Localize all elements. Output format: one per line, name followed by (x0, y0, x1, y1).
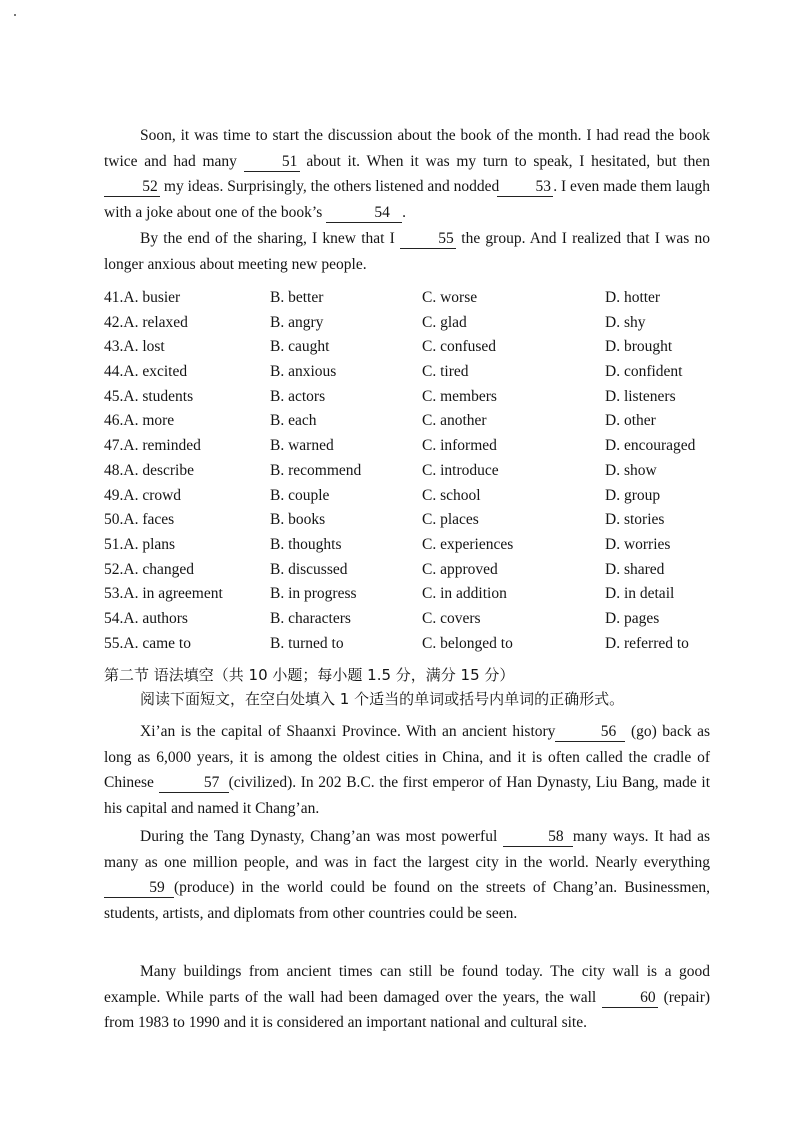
option-d[interactable]: D. shared (605, 560, 665, 578)
option-row (104, 484, 724, 509)
passage1-paragraph2: By the end of the sharing, I knew that I 55 the group. And I realized that I was no longer anxious about meeting new people. (104, 230, 711, 273)
option-a[interactable]: 50.A. faces (104, 511, 175, 529)
option-a[interactable]: 43.A. lost (104, 338, 165, 356)
option-c[interactable]: C. tired (422, 363, 469, 381)
option-c[interactable]: C. introduce (422, 461, 499, 479)
option-row (104, 385, 724, 410)
option-d[interactable]: D. confident (605, 363, 683, 381)
option-a[interactable]: 47.A. reminded (104, 437, 201, 455)
option-b[interactable]: B. caught (270, 338, 330, 356)
option-a[interactable]: 48.A. describe (104, 461, 194, 479)
option-b[interactable]: B. recommend (270, 461, 362, 479)
option-b[interactable]: B. anxious (270, 363, 337, 381)
option-row (104, 311, 724, 336)
blank-54[interactable]: 54 (326, 204, 402, 223)
option-c[interactable]: C. places (422, 511, 479, 529)
option-row (104, 558, 724, 583)
option-d[interactable]: D. other (605, 412, 656, 430)
passage2-paragraph1: Xi’an is the capital of Shaanxi Province. With an ancient history 56 (go) back as long as 6,000 years, it is among the oldest cities in China, and it is often called the cradle of Chinese 57 (civilized). In 202 B.C. the first emperor of Han Dynasty, Liu Bang, made it his capital and named it Chang’an. (104, 723, 711, 817)
option-a[interactable]: 42.A. relaxed (104, 313, 188, 331)
option-d[interactable]: D. listeners (605, 387, 676, 405)
option-a[interactable]: 45.A. students (104, 387, 194, 405)
option-c[interactable]: C. in addition (422, 585, 507, 603)
option-d[interactable]: D. encouraged (605, 437, 696, 455)
passage2-paragraph2: During the Tang Dynasty, Chang’an was most powerful 58 many ways. It had as many as one million people, and was in fact the largest city in the world. Nearly everything 59 (produce) in the world could be found on the streets of Chang’an. Businessmen, students, artists, and diplomats from other countries could be seen. (104, 828, 710, 922)
option-b[interactable]: B. better (270, 289, 324, 306)
option-c[interactable]: C. school (422, 486, 481, 504)
option-d[interactable]: D. in detail (605, 585, 675, 603)
passage1-paragraph1: Soon, it was time to start the discussion about the book of the month. I had read the book twice and had many 51 about it. When it was my turn to speak, I hesitated, but then 52 my ideas. Surprisingly, the others listened and nodded 53 . I even made them laugh with a joke about one of the book’s 54 . (104, 127, 711, 221)
option-b[interactable]: B. angry (270, 313, 324, 331)
blank-60[interactable]: 60 (602, 989, 658, 1008)
blank-52[interactable]: 52 (104, 178, 160, 197)
option-c[interactable]: C. glad (422, 313, 467, 331)
option-b[interactable]: B. books (270, 511, 326, 529)
blank-56[interactable]: 56 (555, 723, 625, 742)
option-a[interactable]: 55.A. came to (104, 634, 191, 652)
passage2-paragraph3: Many buildings from ancient times can still be found today. The city wall is a good example. While parts of the wall had been damaged over the years, the wall 60 (repair) from 1983 to 1990 and it is considered an important national and cultural site. (104, 963, 711, 1031)
option-d[interactable]: D. stories (605, 511, 665, 529)
option-row (104, 335, 724, 360)
option-b[interactable]: B. couple (270, 486, 330, 504)
option-a[interactable]: 46.A. more (104, 412, 175, 430)
option-b[interactable]: B. thoughts (270, 535, 342, 553)
option-c[interactable]: C. covers (422, 609, 481, 627)
option-d[interactable]: D. shy (605, 313, 646, 331)
option-row (104, 632, 724, 657)
option-c[interactable]: C. worse (422, 289, 478, 306)
option-a[interactable]: 44.A. excited (104, 363, 188, 381)
option-a[interactable]: 53.A. in agreement (104, 585, 223, 603)
option-d[interactable]: D. brought (605, 338, 673, 356)
option-c[interactable]: C. informed (422, 437, 497, 455)
option-d[interactable]: D. show (605, 461, 657, 479)
option-row (104, 607, 724, 632)
option-a[interactable]: 41.A. busier (104, 289, 181, 306)
option-row (104, 409, 724, 434)
option-d[interactable]: D. group (605, 486, 661, 504)
option-c[interactable]: C. another (422, 412, 487, 430)
option-row (104, 508, 724, 533)
option-c[interactable]: C. experiences (422, 535, 514, 553)
blank-58[interactable]: 58 (503, 828, 573, 847)
option-b[interactable]: B. actors (270, 387, 326, 405)
option-b[interactable]: B. turned to (270, 634, 344, 652)
option-a[interactable]: 52.A. changed (104, 560, 194, 578)
option-d[interactable]: D. hotter (605, 289, 661, 306)
option-d[interactable]: D. pages (605, 609, 660, 627)
option-row (104, 582, 724, 607)
option-c[interactable]: C. approved (422, 560, 498, 578)
option-c[interactable]: C. confused (422, 338, 497, 356)
option-row (104, 434, 724, 459)
option-a[interactable]: 49.A. crowd (104, 486, 182, 504)
option-row (104, 459, 724, 484)
option-a[interactable]: 54.A. authors (104, 609, 188, 627)
option-row (104, 360, 724, 385)
blank-51[interactable]: 51 (244, 153, 300, 172)
blank-53[interactable]: 53 (497, 178, 553, 197)
option-row (104, 286, 724, 311)
section2-title: 第二节 语法填空（共 10 小题；每小题 1.5 分，满分 15 分） (104, 666, 515, 684)
blank-59[interactable]: 59 (104, 879, 174, 898)
option-b[interactable]: B. warned (270, 437, 334, 455)
blank-57[interactable]: 57 (159, 774, 229, 793)
blank-55[interactable]: 55 (400, 230, 456, 249)
scan-speck (14, 14, 16, 16)
option-d[interactable]: D. referred to (605, 634, 689, 652)
option-b[interactable]: B. discussed (270, 560, 348, 578)
option-a[interactable]: 51.A. plans (104, 535, 176, 553)
option-c[interactable]: C. belonged to (422, 634, 513, 652)
option-b[interactable]: B. each (270, 412, 317, 430)
option-b[interactable]: B. in progress (270, 585, 357, 603)
option-row (104, 533, 724, 558)
cloze-options-list (104, 286, 724, 656)
section2-instruction: 阅读下面短文，在空白处填入 1 个适当的单词或括号内单词的正确形式。 (140, 690, 625, 708)
option-b[interactable]: B. characters (270, 609, 351, 627)
option-c[interactable]: C. members (422, 387, 497, 405)
option-d[interactable]: D. worries (605, 535, 671, 553)
